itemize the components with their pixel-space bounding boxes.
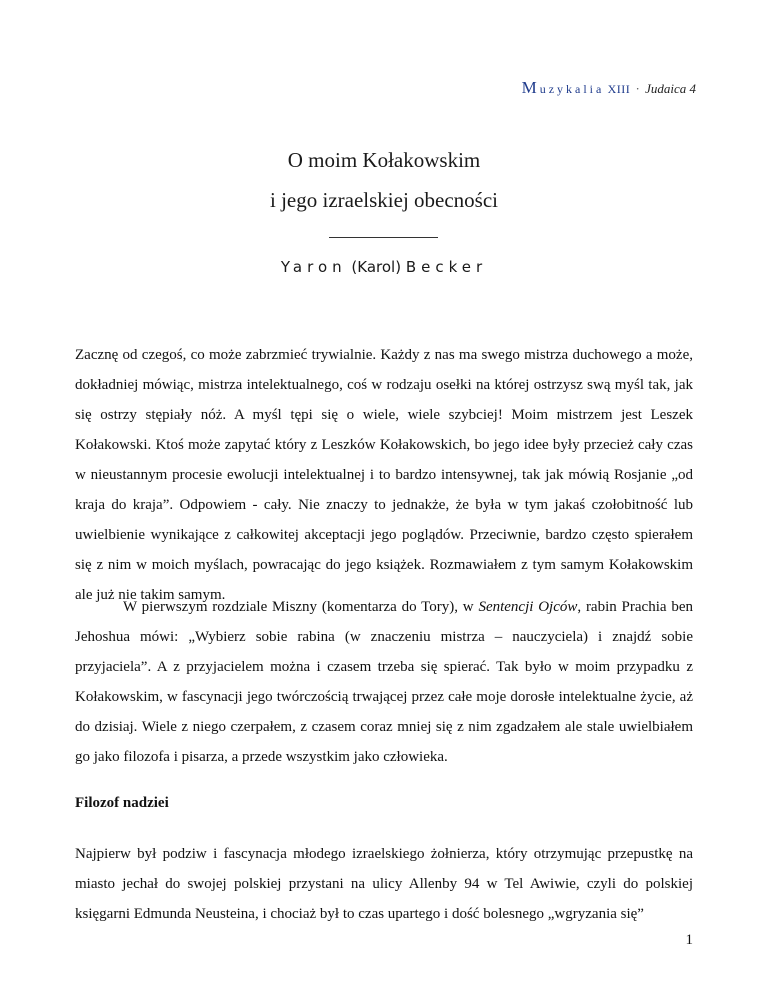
paragraph-2 — [75, 592, 693, 772]
series-name — [521, 78, 605, 97]
paragraph-2-start: W pierwszym rozdziale Miszny (komentarza do Tory), w — [123, 599, 479, 615]
title-divider — [329, 237, 438, 238]
title-line-1: O moim Kołakowskim — [287, 148, 481, 172]
header-separator: · — [635, 81, 640, 96]
series-rest: uzykalia — [539, 82, 605, 96]
title-line-2: i jego izraelskiej obecności — [270, 188, 498, 212]
paragraph-2-end: , rabin Prachia ben Jehoshua mówi: „Wybierz sobie rabina (w znaczeniu mistrza – nauczyciela) i znajdź sobie przyjaciela”. A z przyjacielem można i czasem trzeba się spierać. Tak było w moim przypadku z Kołakowskim, w fascynacji jego twórczością trwającej przez całe moje dorosłe intelektualne życie, aż do dzisiaj. Wiele z niego czerpałem, z czasem coraz mniej się z nim zgadzałem ale stale uwielbiałem go jako filozofa i pisarza, a przede wszystkim jako człowieka. — [75, 599, 693, 765]
volume-number: XIII — [607, 82, 631, 96]
author-last-name: Becker — [405, 258, 488, 276]
author-byline — [0, 258, 768, 276]
running-header — [522, 78, 696, 98]
paragraph-3: Najpierw był podziw i fascynacja młodego izraelskiego żołnierza, który otrzymując przepustkę na miasto jechał do swojej polskiej przystani na ulicy Allenby 94 w Tel Awiwie, czyli do polskiej księgarni Edmunda Neusteina, i chociaż był to czas upartego i dość bolesnego „wgryzania się” — [75, 846, 693, 922]
author-first-name: Yaron — [280, 258, 347, 276]
subseries-name: Judaica 4 — [645, 81, 696, 96]
author-middle-name: (Karol) — [351, 258, 402, 276]
paragraph-1: Zacznę od czegoś, co może zabrzmieć trywialnie. Każdy z nas ma swego mistrza duchowego a może, dokładniej mówiąc, mistrza intelektualnego, coś w rodzaju osełki na której ostrzysz swą myśl tak, jak się ostrzy stępiały nóż. A myśl tępi się o wiele, wiele szybciej! Moim mistrzem jest Leszek Kołakowski. Ktoś może zapytać który z Leszków Kołakowskich, bo jego idee były przecież cały czas w nieustannym procesie ewolucji intelektualnej i to bardzo intensywnej, tak jak mówią Rosjanie „od kraja do kraja”. Odpowiem - cały. Nie znaczy to jednakże, że była w tym jakaś czołobitność lub uwielbienie wynikające z całkowitej akceptacji jego poglądów. Przeciwnie, bardzo często spierałem się z nim w moich myślach, powracając do jego książek. Rozmawiałem z tym samym Kołakowskim ale już nie takim samym. — [75, 347, 693, 603]
paragraph-2-emphasis: Sentencji Ojców — [478, 599, 578, 615]
section-heading: Filozof nadziei — [75, 795, 169, 811]
series-initial: M — [521, 78, 540, 97]
page-number: 1 — [685, 932, 693, 948]
